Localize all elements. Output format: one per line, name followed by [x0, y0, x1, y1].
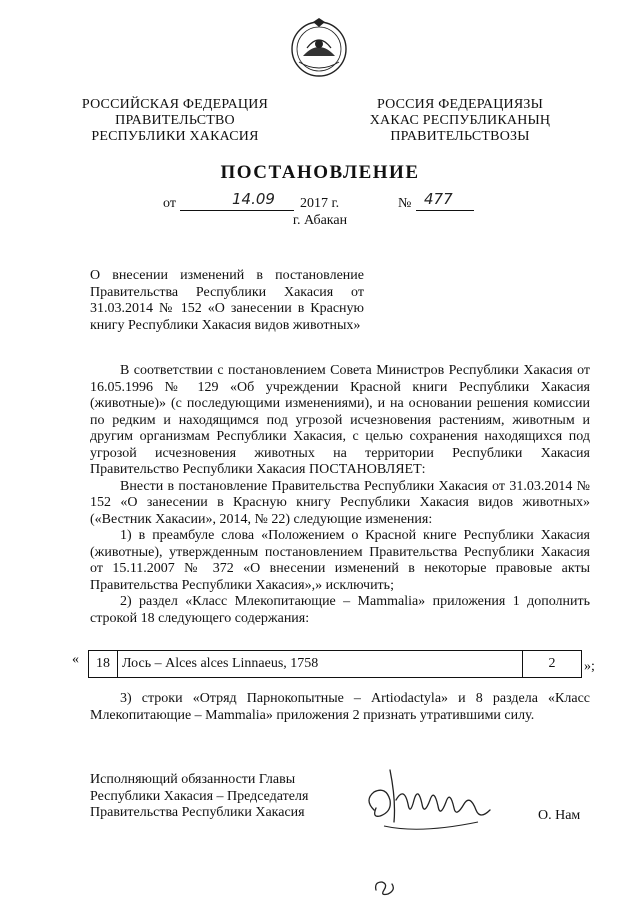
header-right-line: РОССИЯ ФЕДЕРАЦИЯЗЫ	[376, 97, 544, 112]
body-paragraph: 2) раздел «Класс Млекопитающие – Mammalia» приложения 1 дополнить строкой 18 следующего содержания:	[90, 594, 590, 626]
date-handwritten: 14.09	[232, 190, 275, 208]
header-left-line: РЕСПУБЛИКИ ХАКАСИЯ	[91, 129, 259, 144]
signatory-position	[90, 772, 350, 822]
body-paragraph: 1) в преамбуле слова «Положением о Красной книге Республики Хакасия (животные), утвержденным постановлением Правительства Республики Хакасия от 15.11.2007 № 372 «О внесении изменений в некоторые правовые акты Правительства Республики Хакасия»,» исключить;	[90, 528, 590, 593]
document-title: ПОСТАНОВЛЕНИЕ	[220, 162, 420, 183]
handwritten-signature	[360, 760, 510, 840]
number-underline	[416, 210, 474, 211]
table-close-quote: »;	[584, 659, 595, 674]
date-underline	[180, 210, 294, 211]
body-paragraph: В соответствии с постановлением Совета Министров Республики Хакасия от 16.05.1996 № 129 «Об учреждении Красной книги Республики Хакасия (животные)» (с последующими изменениями), и на основании решения комиссии по редким и находящимся под угрозой исчезновения растениям, животным и другим организмам Республики Хакасия, с целью сохранения находящихся под угрозой исчезновения животных на территории Республики Хакасия Правительство Республики Хакасия ПОСТАНОВЛЯЕТ:	[90, 363, 590, 477]
number-handwritten: 477	[424, 190, 453, 208]
table-cell-category: 2	[523, 651, 582, 678]
date-prefix: от	[163, 196, 176, 211]
date-year: 2017 г.	[300, 196, 340, 211]
signatory-position-line: Исполняющий обязанности Главы	[90, 772, 296, 787]
coat-of-arms-emblem	[289, 18, 349, 78]
document-subject: О внесении изменений в постановление Правительства Республики Хакасия от 31.03.2014 № 152 «О занесении в Красную книгу Республики Хакасия видов животных»	[90, 268, 364, 333]
handwritten-mark-icon	[372, 876, 398, 898]
header-right-line: ПРАВИТЕЛЬСТВОЗЫ	[390, 129, 530, 144]
document-body-continued	[90, 691, 590, 724]
header-right-block	[360, 97, 560, 145]
header-right-line: ХАКАС РЕСПУБЛИКАНЫҢ	[369, 113, 551, 128]
document-body	[90, 363, 590, 627]
signatory-position-line: Правительства Республики Хакасия	[90, 805, 305, 820]
city-line: г. Абакан	[292, 213, 348, 228]
signatory-position-line: Республики Хакасия – Председателя	[90, 788, 309, 804]
species-table	[88, 650, 582, 678]
header-left-line: ПРАВИТЕЛЬСТВО	[115, 113, 235, 128]
header-left-line: РОССИЙСКАЯ ФЕДЕРАЦИЯ	[81, 97, 269, 112]
header-left-block	[80, 97, 270, 145]
body-paragraph: Внести в постановление Правительства Республики Хакасия от 31.03.2014 № 152 «О занесении в Красную книгу Республики Хакасия видов животных» («Вестник Хакасии», 2014, № 22) следующие изменения:	[90, 478, 590, 527]
body-paragraph: 3) строки «Отряд Парнокопытные – Artiodactyla» и 8 раздела «Класс Млекопитающие – Mammalia» приложения 2 признать утратившими силу.	[90, 691, 590, 723]
table-cell-species: Лось – Alces alces Linnaeus, 1758	[118, 651, 523, 678]
table-row	[89, 651, 582, 678]
table-open-quote: «	[72, 652, 79, 667]
number-sign: №	[398, 196, 412, 211]
signatory-name: О. Нам	[538, 808, 581, 823]
table-cell-number: 18	[89, 651, 118, 678]
